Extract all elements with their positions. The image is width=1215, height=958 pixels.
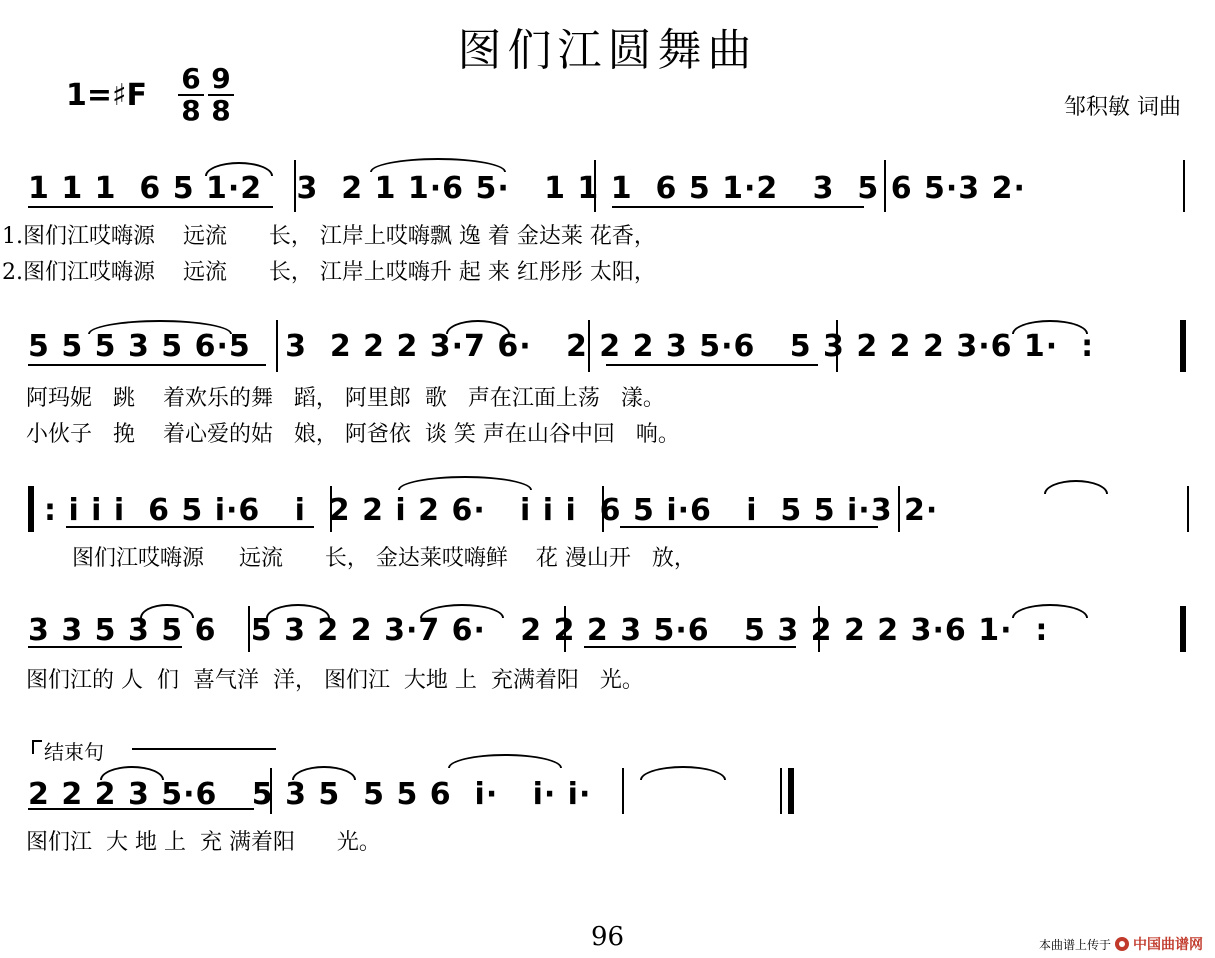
beam-underline [606, 364, 818, 366]
notation-line: 1 1 1 6 5 1·2 3 2 1 1·6 5· 1 1 1 6 5 1·2 3 5 6 5·3 2· [28, 171, 1026, 206]
slur [292, 766, 356, 780]
lyric-verse-2: 2.图们江哎嗨源 远流 长， 江岸上哎嗨升 起 来 红彤彤 太阳， [2, 260, 656, 285]
barline [602, 486, 604, 532]
lyric-verse-1: 1.图们江哎嗨源 远流 长， 江岸上哎嗨飘 逸 着 金达莱 花香， [2, 224, 656, 249]
slur [448, 754, 562, 768]
lyric-line: 图们江 大 地 上 充 满着阳 光。 [26, 830, 381, 855]
beam-underline [66, 526, 314, 528]
beam-underline [28, 364, 266, 366]
repeat-start-barline [28, 486, 34, 532]
barline [594, 160, 596, 212]
barline [884, 160, 886, 212]
key-signature: 1=♯F [66, 78, 148, 113]
meter-denominator: 8 [181, 94, 201, 127]
lyric-verse-2: 小伙子 挽 着心爱的姑 娘， 阿爸依 谈 笑 声在山谷中回 响。 [26, 422, 680, 447]
repeat-end-barline [1180, 606, 1186, 652]
repeat-end-barline [1180, 320, 1186, 372]
ending-bracket [32, 740, 42, 754]
page-number: 96 [590, 922, 625, 952]
barline [898, 486, 900, 532]
barline [818, 606, 820, 652]
slur [266, 604, 330, 618]
time-signature-9-8 [206, 62, 236, 127]
notation-line: 3 3 5 3 5 6 5 3 2 2 3·7 6· 2 2 2 3 5·6 5 3 2 2 2 3·6 1· : [28, 613, 1049, 648]
notation-line: 2 2 2 3 5·6 5 3 5 5 5 6 i· i· i· [28, 777, 592, 812]
final-barline-thin [780, 768, 782, 814]
slur [370, 158, 506, 172]
slur [1012, 604, 1088, 618]
beam-underline [28, 646, 182, 648]
slur [88, 320, 232, 334]
barline [836, 320, 838, 372]
author-credit: 邹积敏 词曲 [1064, 95, 1181, 120]
ending-line [132, 748, 276, 750]
slur [205, 162, 273, 176]
meter-numerator: 6 [181, 62, 201, 95]
lyric-line: 图们江的 人 们 喜气洋 洋， 图们江 大地 上 充满着阳 光。 [26, 668, 644, 693]
beam-underline [584, 646, 796, 648]
barline [276, 320, 278, 372]
slur [1044, 480, 1108, 494]
final-barline-thick [788, 768, 794, 814]
slur [420, 604, 504, 618]
time-signature-6-8 [176, 62, 206, 127]
barline [564, 606, 566, 652]
barline [270, 768, 272, 814]
barline [330, 486, 332, 532]
upload-text: 本曲谱上传于 [1038, 937, 1111, 952]
barline [294, 160, 296, 212]
beam-underline [28, 808, 254, 810]
slur [446, 320, 510, 334]
barline [1183, 160, 1185, 212]
ending-label: 结束句 [44, 740, 104, 764]
barline [588, 320, 590, 372]
site-logo-icon [1115, 937, 1129, 951]
slur [140, 604, 194, 618]
barline [1187, 486, 1189, 532]
notation-line: : i i i 6 5 i·6 i 2 2 i 2 6· i i i 6 5 i·6 i 5 5 i·3 2· [44, 493, 939, 528]
lyric-line: 图们江哎嗨源 远流 长， 金达莱哎嗨鲜 花 漫山开 放， [72, 546, 696, 571]
slur [640, 766, 726, 780]
footer-credit [1039, 934, 1203, 954]
beam-underline [612, 206, 864, 208]
notation-line: 5 5 5 3 5 6·5 3 2 2 2 3·7 6· 2 2 2 3 5·6 5 3 2 2 2 3·6 1· : [28, 329, 1095, 364]
meter-denominator: 8 [211, 94, 231, 127]
barline [248, 606, 250, 652]
beam-underline [28, 206, 273, 208]
song-title: 图们江圆舞曲 [457, 25, 758, 76]
meter-numerator: 9 [211, 62, 231, 95]
slur [398, 476, 532, 490]
slur [1012, 320, 1088, 334]
beam-underline [620, 526, 878, 528]
site-brand: 中国曲谱网 [1133, 937, 1203, 953]
barline [622, 768, 624, 814]
slur [100, 766, 164, 780]
lyric-verse-1: 阿玛妮 跳 着欢乐的舞 蹈， 阿里郎 歌 声在江面上荡 漾。 [26, 386, 665, 411]
